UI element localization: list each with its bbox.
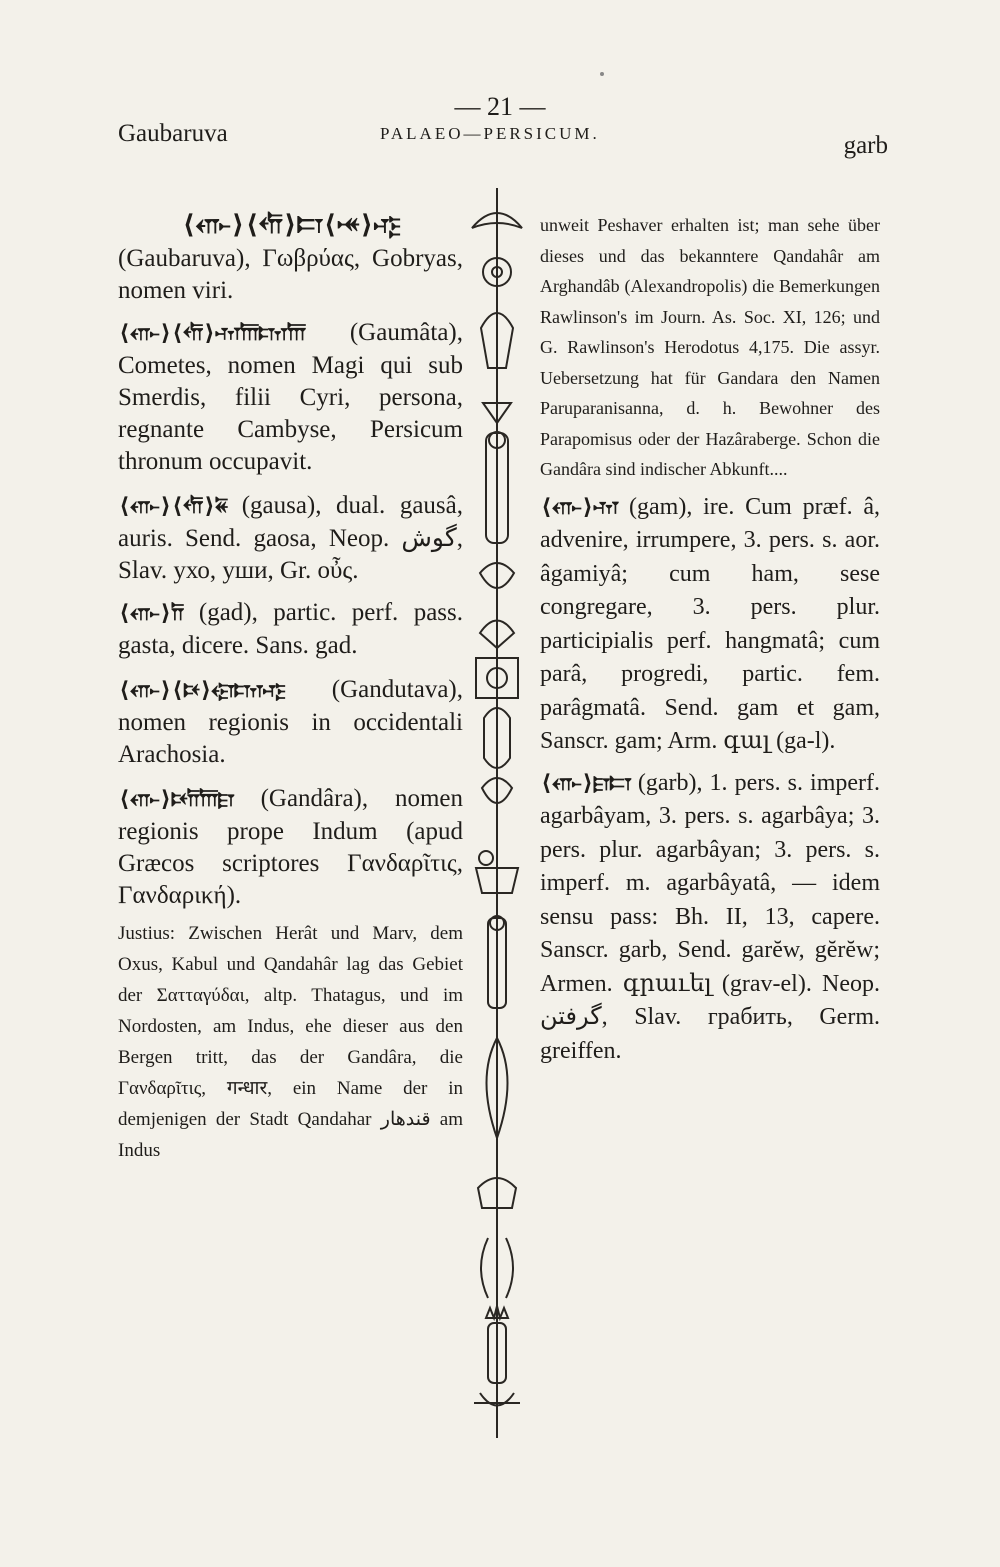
page-number: — 21 — — [454, 92, 546, 121]
cuneiform-gausa: ⟨𐎥⟩⟨𐎢⟩𐏁 — [118, 494, 228, 519]
running-head — [118, 120, 888, 160]
cuneiform-garb: ⟨𐎥⟩𐎼𐎲 — [540, 770, 631, 796]
entry-gandutava: (Gandutava), nomen regionis in occidentali Arachosia. — [118, 676, 463, 768]
entry-garb: (garb), 1. pers. s. imperf. agarbâyam, 3. pers. s. agarbâya; 3. pers. plur. agarbâyan; 3. pers. s. imperf. m. agarbâyatâ, — idem sensu pass: Bh. II, 13, capere. Sanscr. garb, Send. garĕw, gĕrĕw; Armen. գրաւել (grav-el). Neop. گرفتن, Slav. грабить, Germ. greiffen. — [540, 769, 881, 1064]
entry-gandara: (Gandâra), nomen regionis prope Indum (apud Græcos scriptores Γανδαρῖτις, Γανδαρική). — [118, 785, 463, 909]
entry-gaumata-wrap — [118, 317, 463, 478]
entry-gad: (gad), partic. perf. pass. gasta, dicere. Sans. gad. — [118, 599, 463, 659]
entry-gaumata: (Gaumâta), Cometes, nomen Magi qui sub Smerdis, filii Cyri, persona, regnante Cambyse, Persicum thronum occupavit. — [118, 319, 463, 475]
left-column — [118, 210, 463, 1166]
entry-gandutava-wrap — [118, 674, 463, 771]
page-speck — [600, 72, 604, 76]
cuneiform-gandutava: ⟨𐎥⟩⟨𐎴⟩𐎯𐎫𐎺 — [118, 678, 285, 703]
cuneiform-gaumata: ⟨𐎥⟩⟨𐎢⟩𐎶𐎠𐎫𐎠 — [118, 321, 306, 346]
entry-gausa-wrap — [118, 490, 463, 587]
entry-gad-wrap — [118, 597, 463, 662]
cuneiform-gad: ⟨𐎥⟩𐎭 — [118, 601, 184, 626]
ornamental-divider — [466, 178, 528, 1448]
entry-gandara-continued: unweit Peshaver erhalten ist; man sehe über dieses und das bekanntere Qandahâr am Arghandâb (Alexandropolis) die Bemerkungen Rawlinson's im Journ. As. Soc. XI, 126; und G. Rawlinson's Herodotus 4,175. Die assyr. Uebersetzung hat für Gandara den Namen Paruparanisanna, d. h. Bewohner des Parapomisus oder der Hazâraberge. Schon die Gandâra sind indischer Abkunft.... — [540, 215, 880, 479]
note-justius: Justius: Zwischen Herât und Marv, dem Oxus, Kabul und Qandahâr lag das Gebiet der Σατταγύδαι, altp. Thatagus, und im Nordosten, am Indus, ehe dieser aus den Bergen tritt, das der Gandâra, die Γανδαρῖτις, गन्धार, ein Name der in demjenigen der Stadt Qandahar قندهار am Indus — [118, 923, 463, 1161]
entry-gausa: (gausa), dual. gausâ, auris. Send. gaosa, Neop. گوش, Slav. ухо, уши, Gr. οὖς. — [118, 492, 463, 584]
entry-gam-wrap — [540, 491, 880, 759]
running-head-left: Gaubaruva — [118, 120, 228, 147]
entry-gaubaruva: (Gaubaruva), Γωβρύας, Gobryas, nomen viri. — [118, 245, 463, 304]
right-column — [540, 210, 880, 1068]
cuneiform-gaubaruva: ⟨𐎥⟩⟨𐎢⟩𐎲⟨𐎽⟩𐎺 — [181, 210, 400, 240]
running-head-right: garb — [843, 132, 888, 159]
entry-gandara-wrap — [118, 783, 463, 912]
entry-gam: (gam), ire. Cum præf. â, advenire, irrumpere, 3. pers. s. aor. âgamiyâ; cum ham, sese congregare, 3. pers. plur. participialis perf. hangmatâ; cum parâ, progredi, partic. fem. parâgmatâ. Send. gam et gam, Sanscr. gam; Arm. գալ (ga-l). — [540, 493, 881, 754]
entry-garb-wrap — [540, 767, 880, 1069]
cuneiform-gam: ⟨𐎥⟩𐎶 — [540, 494, 619, 520]
running-head-center: PALAEO—PERSICUM. — [380, 124, 600, 143]
cuneiform-gandara: ⟨𐎥⟩𐎴𐎭𐎠𐎼 — [118, 787, 234, 812]
